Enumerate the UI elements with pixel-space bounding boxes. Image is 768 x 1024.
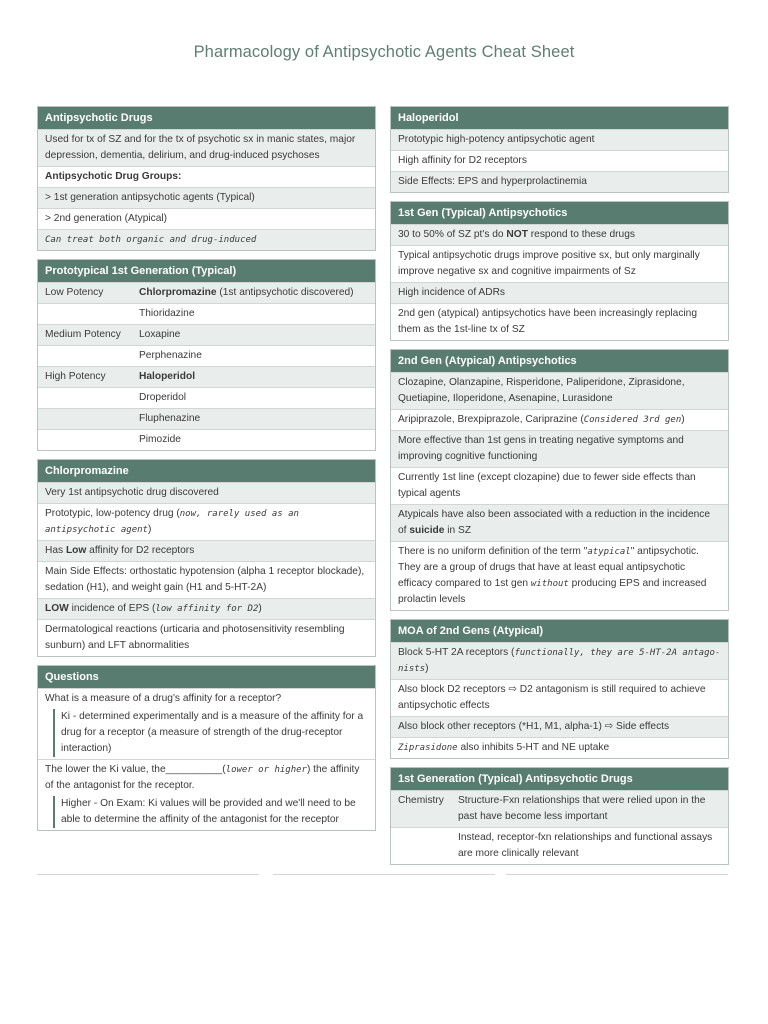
list-item: Also block other receptors (*H1, M1, alpha-1) ⇨ Side effects — [391, 716, 728, 737]
antipsychotic-drugs-section — [37, 106, 376, 251]
list-item: There is no uniform definition of the term "atypical" antipsychotic. They are a group of drugs that have at least equal antipsychotic efficacy compared to 1st gen without producing EPS and increased prolactin levels — [391, 541, 728, 610]
row-value: Instead, receptor-fxn relationships and functional assays are more clinically relevant — [458, 832, 713, 859]
list-item: Can treat both organic and drug-induced — [38, 229, 375, 250]
page-title: Pharmacology of Antipsychotic Agents Cheat Sheet — [193, 43, 575, 61]
drug-name: Perphenazine — [139, 350, 202, 361]
section-heading: 1st Gen (Typical) Antipsychotics — [391, 202, 728, 224]
list-item: Block 5-HT 2A receptors (functionally, they are 5-HT-2A antago-nists) — [391, 642, 728, 679]
table-row — [38, 324, 375, 345]
list-item: 2nd gen (atypical) antipsychotics have been increasingly replacing them as the 1st-line tx of SZ — [391, 303, 728, 340]
second-gen-section — [390, 349, 729, 611]
list-item: Very 1st antipsychotic drug discovered — [38, 482, 375, 503]
potency-label — [45, 411, 139, 427]
section-heading: Antipsychotic Drugs — [38, 107, 375, 129]
left-column — [37, 106, 376, 839]
prototypical-section — [37, 259, 376, 451]
first-gen-section — [390, 201, 729, 341]
row-label — [398, 830, 458, 862]
answer: Higher - On Exam: Ki values will be provided and we'll need to be able to determine the affinity of the antagonist for the receptor — [53, 796, 368, 828]
drug-name: Thioridazine — [139, 308, 195, 319]
list-item: Currently 1st line (except clozapine) due to fewer side effects than typical agents — [391, 467, 728, 504]
footer-divider — [273, 874, 495, 875]
table-row — [38, 387, 375, 408]
table-row — [38, 429, 375, 450]
list-item: Has Low affinity for D2 receptors — [38, 540, 375, 561]
list-item: Antipsychotic Drug Groups: — [38, 166, 375, 187]
potency-label — [45, 306, 139, 322]
potency-label: Medium Potency — [45, 329, 121, 340]
drug-name: Chlorpromazine — [139, 287, 217, 298]
drug-name: Haloperidol — [139, 371, 196, 382]
potency-label — [45, 432, 139, 448]
potency-label: High Potency — [45, 371, 106, 382]
potency-label — [45, 348, 139, 364]
row-value: Structure-Fxn relationships that were relied upon in the past have become less important — [458, 795, 706, 822]
haloperidol-section — [390, 106, 729, 193]
list-item: Clozapine, Olanzapine, Risperidone, Paliperidone, Ziprasidone, Quetiapine, Iloperidone, Asenapine, Lurasidone — [391, 372, 728, 409]
chlorpromazine-section — [37, 459, 376, 657]
table-row — [391, 827, 728, 864]
section-heading: Haloperidol — [391, 107, 728, 129]
list-item: > 2nd generation (Atypical) — [38, 208, 375, 229]
list-item: Used for tx of SZ and for the tx of psychotic sx in manic states, major depression, dementia, delirium, and drug-induced psychoses — [38, 129, 375, 166]
table-row — [391, 790, 728, 827]
section-heading: Questions — [38, 666, 375, 688]
footer-divider — [506, 874, 728, 875]
list-item: Ziprasidone also inhibits 5-HT and NE uptake — [391, 737, 728, 758]
list-item: Also block D2 receptors ⇨ D2 antagonism is still required to achieve antipsychotic effects — [391, 679, 728, 716]
list-item: Typical antipsychotic drugs improve positive sx, but only marginally improve negative sx and cognitive impairments of Sz — [391, 245, 728, 282]
potency-label: Low Potency — [45, 287, 104, 298]
section-heading: Chlorpromazine — [38, 460, 375, 482]
question: The lower the Ki value, the__________(lower or higher) the affinity of the antagonist for the receptor. — [38, 759, 375, 796]
section-heading: 1st Generation (Typical) Antipsychotic Drugs — [391, 768, 728, 790]
list-item: Prototypic, low-potency drug (now, rarely used as an antipsychotic agent) — [38, 503, 375, 540]
right-column — [390, 106, 729, 873]
drug-name: Pimozide — [139, 434, 181, 445]
table-row — [38, 282, 375, 303]
first-gen-drugs-section — [390, 767, 729, 865]
list-item: LOW incidence of EPS (low affinity for D2) — [38, 598, 375, 619]
footer-divider — [37, 874, 259, 875]
list-item: High incidence of ADRs — [391, 282, 728, 303]
table-row — [38, 366, 375, 387]
drug-note: (1st antipsychotic discovered) — [216, 287, 354, 298]
section-heading: MOA of 2nd Gens (Atypical) — [391, 620, 728, 642]
potency-label — [45, 390, 139, 406]
list-item: Aripiprazole, Brexpiprazole, Cariprazine (Considered 3rd gen) — [391, 409, 728, 430]
list-item: Dermatological reactions (urticaria and photosensitivity resembling sunburn) and LFT abnormalities — [38, 619, 375, 656]
answer: Ki - determined experimentally and is a measure of the affinity for a drug for a receptor (a measure of strength of the drug-receptor interaction) — [53, 709, 368, 757]
list-item: Atypicals have also been associated with a reduction in the incidence of suicide in SZ — [391, 504, 728, 541]
questions-section — [37, 665, 376, 831]
list-item: High affinity for D2 receptors — [391, 150, 728, 171]
list-item: Side Effects: EPS and hyperprolactinemia — [391, 171, 728, 192]
question: What is a measure of a drug's affinity for a receptor? — [38, 688, 375, 709]
section-heading: Prototypical 1st Generation (Typical) — [38, 260, 375, 282]
list-item: > 1st generation antipsychotic agents (Typical) — [38, 187, 375, 208]
table-row — [38, 345, 375, 366]
drug-name: Fluphenazine — [139, 413, 201, 424]
drug-name: Droperidol — [139, 392, 186, 403]
list-item: Main Side Effects: orthostatic hypotension (alpha 1 receptor blockade), sedation (H1), and weight gain (H1 and 5-HT-2A) — [38, 561, 375, 598]
list-item: More effective than 1st gens in treating negative symptoms and improving cognitive functioning — [391, 430, 728, 467]
list-item: Prototypic high-potency antipsychotic agent — [391, 129, 728, 150]
answer-block — [38, 796, 375, 830]
moa-section — [390, 619, 729, 759]
answer-block — [38, 709, 375, 759]
list-item: 30 to 50% of SZ pt's do NOT respond to these drugs — [391, 224, 728, 245]
section-heading: 2nd Gen (Atypical) Antipsychotics — [391, 350, 728, 372]
row-label: Chemistry — [398, 795, 444, 806]
table-row — [38, 408, 375, 429]
drug-name: Loxapine — [139, 329, 181, 340]
table-row — [38, 303, 375, 324]
